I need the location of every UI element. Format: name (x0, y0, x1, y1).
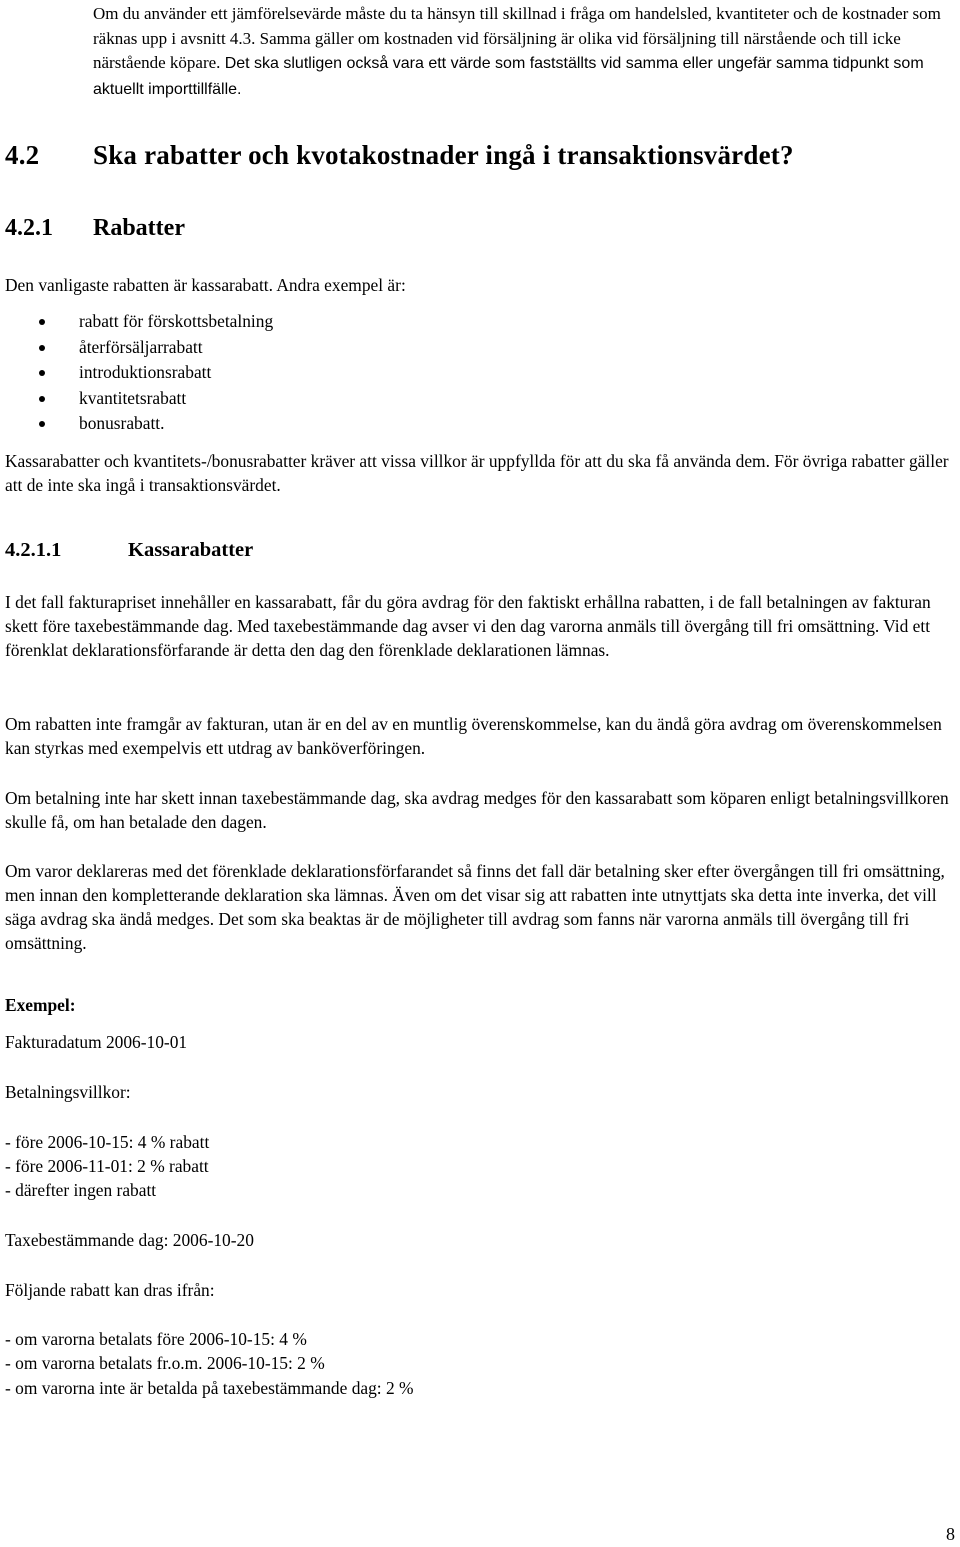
list-item: rabatt för förskottsbetalning (0, 309, 600, 335)
example-deduction-3: - om varorna inte är betalda på taxebestämmande dag: 2 % (5, 1378, 414, 1398)
example-term-1: - före 2006-10-15: 4 % rabatt (5, 1132, 210, 1152)
list-item: bonusrabatt. (0, 411, 600, 437)
list-item: introduktionsrabatt (0, 360, 600, 386)
kassarabatt-paragraph-3: Om betalning inte har skett innan taxebestämmande dag, ska avdrag medges för den kassarabatt som köparen enligt betalningsvillkoren skulle få, om han betalade den dagen. (5, 788, 949, 832)
bullet-icon (39, 396, 45, 402)
section-title: Ska rabatter och kvotakostnader ingå i transaktionsvärdet? (93, 140, 794, 170)
example-terms-label: Betalningsvillkor: (5, 1082, 131, 1102)
example-term-2: - före 2006-11-01: 2 % rabatt (5, 1156, 209, 1176)
section-number: 4.2 (5, 140, 40, 170)
section-title: Kassarabatter (128, 539, 254, 561)
section-heading-4-2-1-1 (5, 537, 253, 563)
page-number: 8 (946, 1524, 955, 1544)
rabatter-after-paragraph: Kassarabatter och kvantitets-/bonusrabatter kräver att vissa villkor är uppfyllda för att du ska få använda dem. För övriga rabatter gäller att de inte ska ingå i transaktionsvärdet. (5, 451, 949, 495)
example-tax-date: Taxebestämmande dag: 2006-10-20 (5, 1230, 254, 1250)
rabatt-list (0, 309, 600, 437)
intro-paragraph (93, 2, 958, 102)
example-deduction-1: - om varorna betalats före 2006-10-15: 4 % (5, 1329, 307, 1349)
section-heading-4-2-1 (5, 213, 185, 243)
example-invoice-date: Fakturadatum 2006-10-01 (5, 1032, 188, 1052)
section-number: 4.2.1.1 (5, 539, 62, 561)
bullet-icon (39, 370, 45, 376)
section-number: 4.2.1 (5, 215, 53, 241)
rabatter-intro: Den vanligaste rabatten är kassarabatt. Andra exempel är: (5, 275, 406, 295)
bullet-icon (39, 345, 45, 351)
example-deduction-2: - om varorna betalats fr.o.m. 2006-10-15: 2 % (5, 1353, 325, 1373)
section-title: Rabatter (93, 215, 185, 241)
example-deduct-label: Följande rabatt kan dras ifrån: (5, 1280, 215, 1300)
intro-text-sans: Det ska slutligen också vara ett värde som fastställts vid samma eller ungefär samma tidpunkt som aktuellt importtillfälle. (93, 55, 924, 98)
kassarabatt-paragraph-1: I det fall fakturapriset innehåller en kassarabatt, får du göra avdrag för den faktiskt erhållna rabatten, i de fall betalningen av fakturan skett före taxebestämmande dag. Med taxebestämmande dag avser vi den dag varorna anmäls till övergång till fri omsättning. Vid ett förenklat deklarationsförfarande är detta den dag den förenklade deklarationen lämnas. (5, 592, 931, 660)
list-item: kvantitetsrabatt (0, 386, 600, 412)
bullet-icon (39, 319, 45, 325)
example-term-3: - därefter ingen rabatt (5, 1180, 157, 1200)
kassarabatt-paragraph-4: Om varor deklareras med det förenklade deklarationsförfarandet så finns det fall där betalning sker efter övergången till fri omsättning, men innan den kompletterande deklaration ska lämnas. Även om det visar sig att rabatten inte utnyttjats ska detta inte inverka, det vill säga avdrag ska ändå medges. Det som ska beaktas är de möjligheter till avdrag som fanns när varorna anmäls till övergång till fri omsättning. (5, 861, 945, 953)
bullet-icon (39, 421, 45, 427)
kassarabatt-paragraph-2: Om rabatten inte framgår av fakturan, utan är en del av en muntlig överenskommelse, kan du ändå göra avdrag om överenskommelsen kan styrkas med exempelvis ett utdrag av banköverföringen. (5, 714, 942, 758)
list-item: återförsäljarrabatt (0, 335, 600, 361)
section-heading-4-2 (5, 139, 794, 171)
intro-text-serif: Om du använder ett jämförelsevärde måste du ta hänsyn till skillnad i fråga om handelsled, kvantiteter och de kostnader som räknas upp i avsnitt 4.3. Samma gäller om kostnaden vid försäljning är olika vid försäljning till närstående och till icke närstående köpare. (93, 4, 941, 72)
example-label: Exempel: (5, 995, 76, 1015)
